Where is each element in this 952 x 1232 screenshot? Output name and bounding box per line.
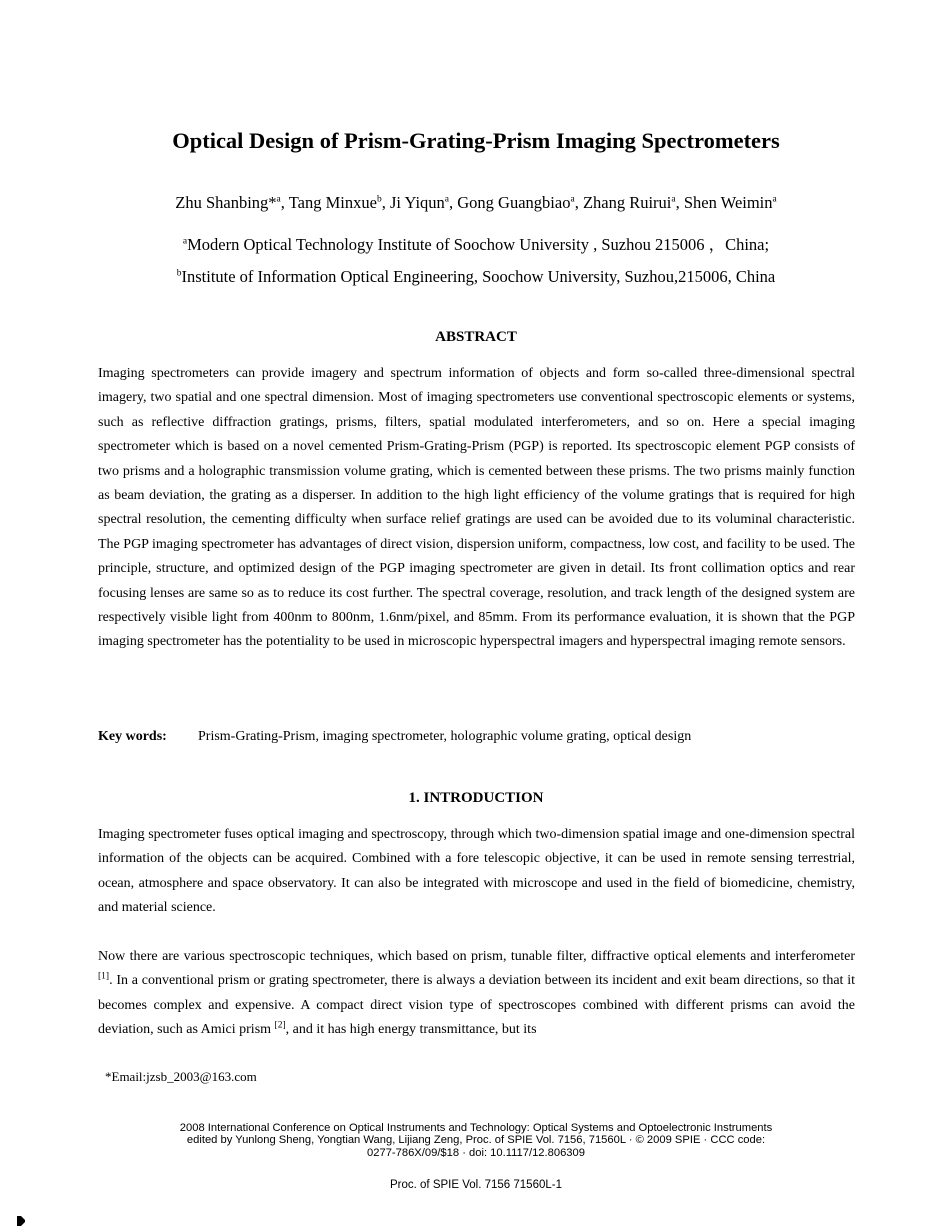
intro-paragraph-2: Now there are various spectroscopic techniques, which based on prism, tunable filter, diffractive optical elements and interferometer [1]. In a conventional prism or grating spectrometer, there is always a deviation between its incident and exit beam directions, so that it becomes complex and expensive. A compact direct vision type of spectroscopes combined with different prisms can avoid the deviation, such as Amici prism [2], and it has high energy transmittance, but its [98, 949, 855, 1038]
author: Zhang Ruirui$^a$, [582, 193, 684, 212]
author-list [0, 193, 952, 213]
affiliation-b: $^b$Institute of Information Optical Engineering, Soochow University, Suzhou,215006, China [176, 267, 776, 286]
intro-paragraph-1: Imaging spectrometer fuses optical imaging and spectroscopy, through which two-dimension spatial image and one-dimension spectral information of the objects can be acquired. Combined with a fore telescopic objective, it can be used in remote sensing terrestrial, ocean, atmosphere and space observatory. It can also be integrated with microscope and used in the field of biomedicine, chemistry, and material science. [98, 827, 855, 916]
citation-2: [2] [274, 1020, 286, 1031]
email-footnote: *Email:jzsb_2003@163.com [105, 1069, 257, 1084]
paper-title: Optical Design of Prism-Grating-Prism Imaging Spectrometers [172, 128, 780, 153]
author: Gong Guangbiao$^a$, [457, 193, 583, 212]
author: Zhu Shanbing*$^a$, [175, 193, 289, 212]
corner-mark-icon [17, 1216, 25, 1226]
conference-info: 2008 International Conference on Optical Instruments and Technology: Optical Systems and Optoelectronic Instruments edited by Yunlong Sheng, Yongtian Wang, Lijiang Zeng, Proc. of SPIE Vol. 7156, 71560L · © 2009 SPIE · CCC code: 0277-786X/09/$18 · doi: 10.1117/12.806309 [179, 1122, 773, 1159]
keywords-label: Key words: [98, 729, 167, 744]
keywords [98, 729, 691, 745]
introduction-heading: 1. INTRODUCTION [408, 790, 544, 806]
page-number: Proc. of SPIE Vol. 7156 71560L-1 [390, 1179, 562, 1191]
abstract-heading: ABSTRACT [435, 329, 517, 345]
affiliation-a: $^a$Modern Optical Technology Institute of Soochow University , Suzhou 215006 ，China; [182, 235, 770, 254]
keywords-text: Prism-Grating-Prism, imaging spectrometer, holographic volume grating, optical design [198, 729, 692, 744]
author: Ji Yiqun$^a$, [389, 193, 458, 212]
author: Tang Minxue$^b$, [288, 193, 390, 212]
abstract-text: Imaging spectrometers can provide imagery and spectrum information of objects and form so-called three-dimensional spectral imagery, two spatial and one spectral dimension. Most of imaging spectrometers use conventional spectroscopic elements or systems, such as reflective diffraction gratings, prisms, filters, spatial modulated interferometers, and so on. Here a special imaging spectrometer which is based on a novel cemented Prism-Grating-Prism (PGP) is reported. Its spectroscopic element PGP consists of two prisms and a holographic transmission volume grating, which is cemented between these prisms. The two prisms mainly function as beam deviation, the grating as a disperser. In addition to the high light efficiency of the volume gratings that is required for high spectral resolution, the cementing difficulty when surface relief gratings are used can be avoided due to its voluminal characteristic. The PGP imaging spectrometer has advantages of direct vision, dispersion uniform, compactness, low cost, and facility to be used. The principle, structure, and optimized design of the PGP imaging spectrometer are given in detail. Its front collimation optics and rear focusing lenses are same so as to reduce its cost further. The spectral coverage, resolution, and track length of the designed system are respectively visible light from 400nm to 800nm, 1.6nm/pixel, and 85mm. From its performance evaluation, it is shown that the PGP imaging spectrometer has the potentiality to be used in microscopic hyperspectral imagers and hyperspectral imaging remote sensors. [98, 366, 855, 650]
citation-1: [1] [98, 971, 110, 982]
author: Shen Weimin$^a$ [683, 193, 777, 212]
